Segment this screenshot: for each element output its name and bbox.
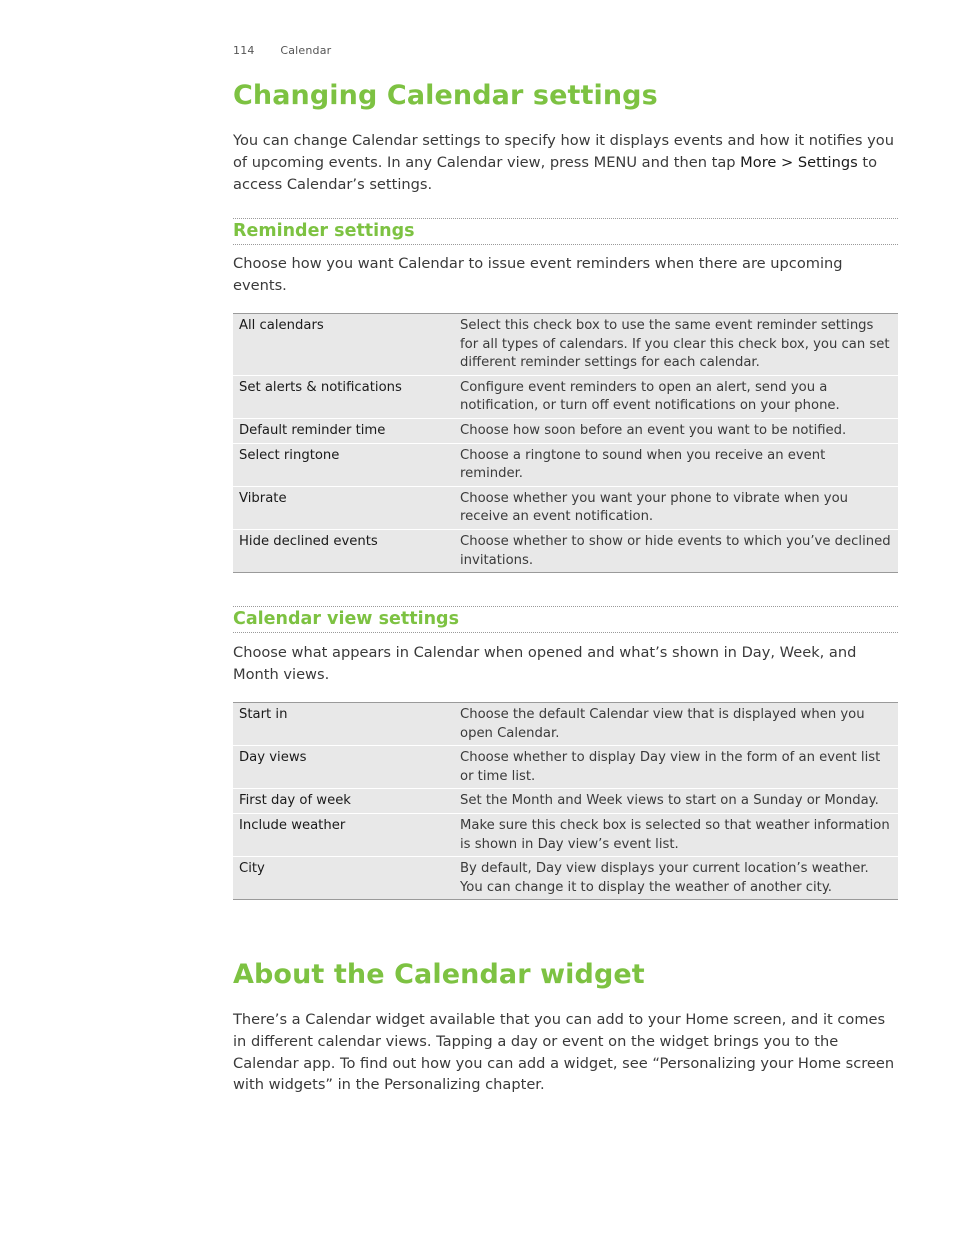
setting-description: By default, Day view displays your current location’s weather. You can change it to display the weather of another city. bbox=[460, 861, 869, 895]
intro-text-1: You can change Calendar settings to specify how it displays events and how it notifies you of upcoming events. In any Calendar view, press MENU and then tap bbox=[233, 132, 894, 171]
table-row bbox=[233, 375, 898, 418]
setting-description: Choose the default Calendar view that is displayed when you open Calendar. bbox=[454, 703, 898, 746]
setting-name: Day views bbox=[233, 746, 454, 789]
setting-description: Choose whether to display Day view in the form of an event list or time list. bbox=[454, 746, 898, 789]
table-row bbox=[233, 857, 898, 900]
setting-name: Vibrate bbox=[233, 486, 454, 529]
table-row bbox=[233, 746, 898, 789]
chapter-name: Calendar bbox=[280, 44, 332, 57]
table-row bbox=[233, 703, 898, 746]
section-title-calendar-widget: About the Calendar widget bbox=[233, 959, 645, 990]
setting-name: Set alerts & notifications bbox=[233, 375, 454, 418]
intro-text-2: to access Calendar’s settings. bbox=[233, 153, 878, 193]
table-row bbox=[233, 789, 898, 814]
setting-name: All calendars bbox=[233, 314, 454, 376]
setting-description: Set the Month and Week views to start on a Sunday or Monday. bbox=[454, 789, 898, 814]
table-row bbox=[233, 529, 898, 572]
table-row bbox=[233, 486, 898, 529]
widget-paragraph: There’s a Calendar widget available that you can add to your Home screen, and it comes in different calendar views. Tapping a day or event on the widget brings you to the Calendar app. To find out how you can add a widget, see “Personalizing your Home screen with widgets” in the Personalizing chapter. bbox=[233, 1011, 895, 1094]
reminder-settings-table bbox=[233, 313, 898, 573]
reminder-intro: Choose how you want Calendar to issue event reminders when there are upcoming events. bbox=[233, 255, 843, 294]
view-settings-table bbox=[233, 702, 898, 900]
reminder-heading-block bbox=[233, 218, 898, 245]
setting-description: Choose a ringtone to sound when you receive an event reminder. bbox=[454, 443, 898, 486]
menu-path: More > Settings bbox=[740, 153, 858, 171]
view-heading-block bbox=[233, 606, 898, 633]
table-row bbox=[233, 443, 898, 486]
setting-name: First day of week bbox=[233, 789, 454, 814]
section-title-changing-settings: Changing Calendar settings bbox=[233, 80, 658, 111]
view-intro: Choose what appears in Calendar when opened and what’s shown in Day, Week, and Month views. bbox=[233, 644, 857, 683]
setting-description: Make sure this check box is selected so that weather information is shown in Day view’s event list. bbox=[454, 813, 898, 856]
reminder-settings-heading: Reminder settings bbox=[233, 221, 415, 241]
setting-name: Include weather bbox=[233, 813, 454, 856]
setting-name: Start in bbox=[233, 703, 454, 746]
intro-paragraph bbox=[233, 130, 898, 195]
setting-description: Select this check box to use the same event reminder settings for all types of calendars. If you clear this check box, you can set different reminder settings for each calendar. bbox=[454, 314, 898, 376]
setting-name: City bbox=[239, 861, 265, 877]
setting-name: Select ringtone bbox=[233, 443, 454, 486]
setting-description: Choose whether you want your phone to vibrate when you receive an event notification. bbox=[454, 486, 898, 529]
setting-description: Choose whether to show or hide events to which you’ve declined invitations. bbox=[460, 533, 891, 568]
setting-description: Choose how soon before an event you want to be notified. bbox=[454, 418, 898, 443]
page-number: 114 bbox=[233, 44, 255, 57]
table-row bbox=[233, 418, 898, 443]
setting-description: Configure event reminders to open an alert, send you a notification, or turn off event notifications on your phone. bbox=[454, 375, 898, 418]
setting-name: Hide declined events bbox=[239, 533, 378, 549]
table-row bbox=[233, 314, 898, 376]
table-row bbox=[233, 813, 898, 856]
calendar-view-settings-heading: Calendar view settings bbox=[233, 609, 459, 629]
setting-name: Default reminder time bbox=[233, 418, 454, 443]
running-header bbox=[233, 44, 331, 57]
